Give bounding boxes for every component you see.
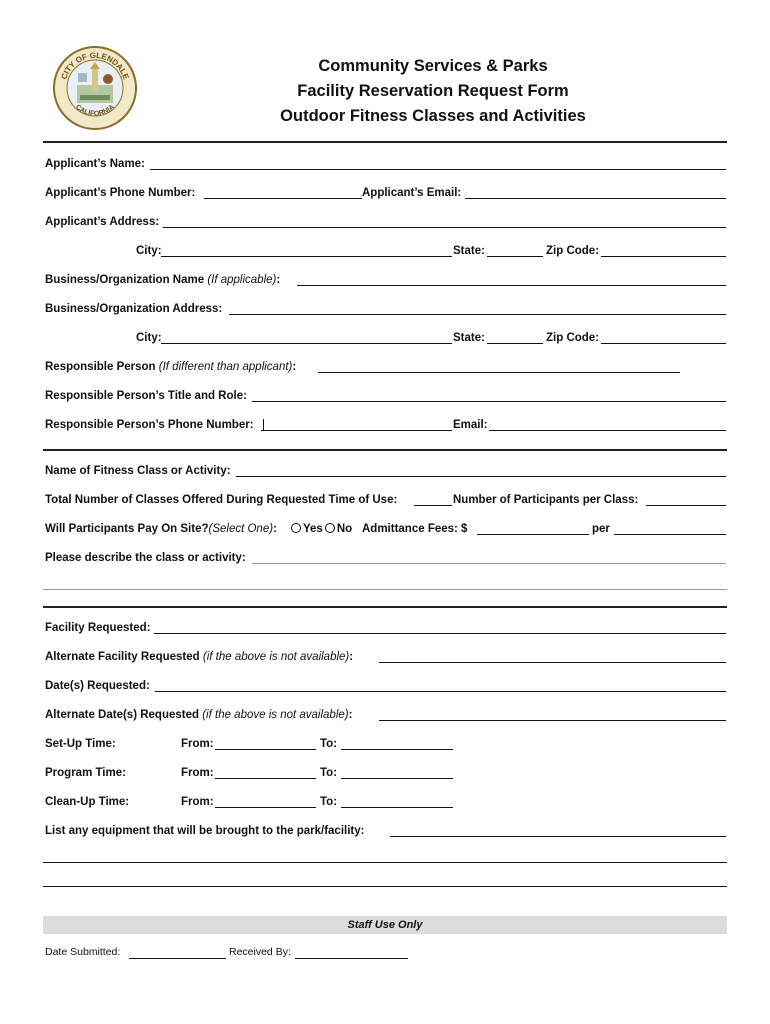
responsible-title-label: Responsible Person’s Title and Role: [45,390,247,402]
received-by-field[interactable] [295,958,408,959]
applicant-state-field[interactable] [487,256,543,257]
applicant-address-label: Applicant’s Address: [45,216,160,228]
business-address-label: Business/Organization Address: [45,303,223,315]
applicant-state-label: State: [453,245,485,257]
setup-from-field[interactable] [215,749,316,750]
describe-activity-label: Please describe the class or activity: [45,552,246,564]
responsible-phone-field[interactable] [261,430,452,431]
activity-name-field[interactable] [236,476,726,477]
responsible-email-field[interactable] [489,430,726,431]
cleanup-to-label: To: [320,796,338,808]
seal-top-text: CITY OF GLENDALE [59,50,131,81]
cleanup-from-field[interactable] [215,807,316,808]
per-field[interactable] [614,534,726,535]
admittance-fees-field[interactable] [477,534,589,535]
equipment-field-line-3[interactable] [43,886,727,887]
describe-activity-line-2[interactable] [43,589,727,590]
applicant-name-field[interactable] [150,169,726,170]
program-from-label: From: [181,767,214,779]
per-label: per [592,523,610,535]
alternate-facility-label: Alternate Facility Requested (if the above is not available): [45,651,354,663]
describe-activity-line-1[interactable] [252,563,726,564]
applicant-city-label: City: [136,245,162,257]
business-address-field[interactable] [229,314,726,315]
responsible-phone-label: Responsible Person’s Phone Number: [45,419,254,431]
participants-field[interactable] [646,505,726,506]
program-to-field[interactable] [341,778,453,779]
form-title-main: Facility Reservation Request Form [297,82,569,100]
total-classes-field[interactable] [414,505,452,506]
yes-radio[interactable] [291,523,301,533]
facility-requested-field[interactable] [154,633,726,634]
applicant-zip-field[interactable] [601,256,726,257]
cleanup-from-label: From: [181,796,214,808]
seal-bottom-text: CALIFORNIA [74,103,116,118]
form-title-sub: Outdoor Fitness Classes and Activities [280,107,586,125]
responsible-person-label: Responsible Person (If different than applicant): [45,361,297,373]
admittance-fees-label: Admittance Fees: $ [362,523,468,535]
section-divider-1 [43,449,727,451]
staff-use-bar: Staff Use Only [43,916,727,934]
equipment-field-line-2[interactable] [43,862,727,863]
header-divider [43,141,727,143]
applicant-name-label: Applicant’s Name: [45,158,145,170]
business-state-label: State: [453,332,485,344]
applicant-email-field[interactable] [465,198,726,199]
date-submitted-label: Date Submitted: [45,946,121,958]
setup-to-label: To: [320,738,338,750]
applicant-phone-field[interactable] [204,198,362,199]
received-by-label: Received By: [229,946,291,958]
facility-requested-label: Facility Requested: [45,622,151,634]
dates-requested-label: Date(s) Requested: [45,680,150,692]
cleanup-time-label: Clean-Up Time: [45,796,130,808]
applicant-zip-label: Zip Code: [546,245,600,257]
program-from-field[interactable] [215,778,316,779]
business-name-label: Business/Organization Name (If applicable): [45,274,281,286]
alternate-facility-field[interactable] [379,662,726,663]
equipment-field-line-1[interactable] [390,836,726,837]
city-seal-logo [52,45,138,131]
applicant-address-field[interactable] [163,227,726,228]
pay-options [287,522,352,536]
section-divider-2 [43,606,727,608]
date-submitted-field[interactable] [129,958,226,959]
program-to-label: To: [320,767,338,779]
business-zip-label: Zip Code: [546,332,600,344]
applicant-email-label: Applicant’s Email: [362,187,462,199]
participants-label: Number of Participants per Class: [453,494,639,506]
business-zip-field[interactable] [601,343,726,344]
responsible-person-field[interactable] [318,372,680,373]
setup-time-label: Set-Up Time: [45,738,116,750]
total-classes-label: Total Number of Classes Offered During Requested Time of Use: [45,494,398,506]
responsible-title-field[interactable] [252,401,726,402]
cleanup-to-field[interactable] [341,807,453,808]
business-state-field[interactable] [487,343,543,344]
text-cursor [263,419,264,430]
equipment-label: List any equipment that will be brought to the park/facility: [45,825,365,837]
setup-from-label: From: [181,738,214,750]
yes-label: Yes [303,523,323,535]
setup-to-field[interactable] [341,749,453,750]
pay-on-site-label: Will Participants Pay On Site?(Select One): [45,523,277,535]
form-title-org: Community Services & Parks [318,57,548,75]
business-city-label: City: [136,332,162,344]
alternate-dates-label: Alternate Date(s) Requested (if the above is not available): [45,709,353,721]
applicant-phone-label: Applicant’s Phone Number: [45,187,196,199]
activity-name-label: Name of Fitness Class or Activity: [45,465,231,477]
alternate-dates-field[interactable] [379,720,726,721]
responsible-email-label: Email: [453,419,488,431]
applicant-city-field[interactable] [161,256,452,257]
no-radio[interactable] [325,523,335,533]
business-name-field[interactable] [297,285,726,286]
business-city-field[interactable] [161,343,452,344]
dates-requested-field[interactable] [155,691,726,692]
no-label: No [336,523,353,535]
program-time-label: Program Time: [45,767,126,779]
